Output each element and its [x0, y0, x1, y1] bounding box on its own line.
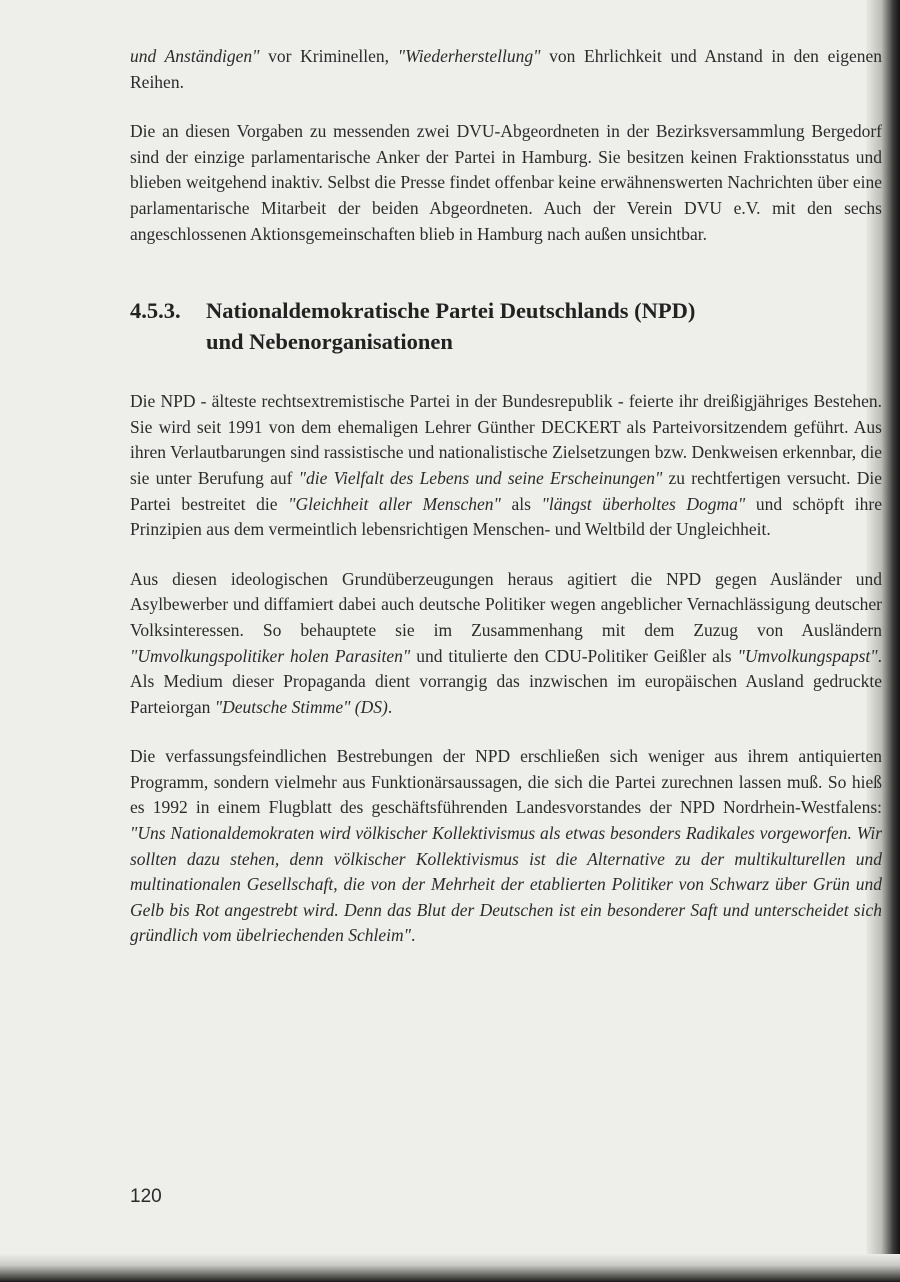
paragraph-text: Die verfassungsfeindlichen Bestrebungen der NPD erschließen sich weniger aus ihrem antiquierten Programm, sondern vielmehr aus Funktionärsaussagen, die sich die Partei zurechnen lassen muß. So hieß es 1992 in einem Flugblatt des geschäftsführenden Landesvorstandes der NPD Nordrhein-Westfalens:	[130, 746, 882, 818]
section-title-line-1: Nationaldemokratische Partei Deutschlands (NPD)	[206, 298, 696, 324]
quote-italic: "Deutsche Stimme" (DS)	[214, 696, 388, 717]
paragraph-npd-flyer	[130, 744, 882, 949]
paragraph-dvu-bergedorf: Die an diesen Vorgaben zu messenden zwei DVU-Abgeordneten in der Bezirksversammlung Bergedorf sind der einzige parlamentarische Anker der Partei in Hamburg. Sie besitzen keinen Fraktionsstatus und blieben weitgehend inaktiv. Selbst die Presse findet offenbar keine erwähnenswerten Nachrichten über eine parlamentarische Mitarbeit der beiden Abgeordneten. Auch der Verein DVU e.V. mit den sechs angeschlossenen Aktionsgemeinschaften blieb in Hamburg nach außen unsichtbar.	[130, 121, 882, 244]
page-number: 120	[130, 1186, 162, 1207]
section-title	[206, 295, 882, 357]
section-title-line-2: und Nebenorganisationen	[206, 329, 453, 355]
paragraph-text: . Als Medium dieser Propaganda dient vorrangig das inzwischen im europäischen Ausland gedruckte Parteiorgan	[130, 645, 882, 717]
paragraph-text: Aus diesen ideologischen Grundüberzeugungen heraus agitiert die NPD gegen Ausländer und Asylbewerber und diffamiert dabei auch deutsche Politiker wegen angeblicher Vernachlässigung deutscher Volksinteressen. So behauptete sie im Zusammenhang mit dem Zuzug von Ausländern	[130, 568, 882, 640]
quote-italic: "Gleichheit aller Menschen"	[288, 493, 501, 514]
section-heading	[130, 295, 882, 357]
quote-italic: "Wiederherstellung"	[397, 46, 541, 66]
paragraph-text: .	[410, 925, 416, 946]
paragraph-text: Die NPD - älteste rechtsextremistische Partei in der Bundesrepublik - feierte ihr dreißigjähriges Bestehen. Sie wird seit 1991 von dem ehemaligen Lehrer Günther DECKERT als Parteivorsitzendem geführt. Aus ihren Verlautbarungen sind rassistische und nationalistische Zielsetzungen bzw. Denkweisen erkennbar, die sie unter Berufung auf	[130, 391, 882, 488]
paragraph-npd-agitation	[130, 567, 882, 721]
section-number: 4.5.3.	[130, 298, 181, 324]
paragraph-continuation	[130, 44, 882, 95]
paragraph-text: von Ehrlichkeit und Anstand in den eigenen Reihen.	[130, 46, 883, 92]
quote-italic: "längst überholtes Dogma"	[541, 493, 746, 514]
quote-italic: "die Vielfalt des Lebens und seine Erscheinungen"	[298, 467, 663, 488]
scan-edge-shadow-bottom	[0, 1254, 900, 1282]
paragraph-text: und titulierte den CDU-Politiker Geißler als	[410, 645, 738, 666]
quote-italic: "Umvolkungspolitiker holen Parasiten"	[130, 645, 411, 666]
paragraph-text: als	[500, 493, 542, 514]
paragraph-text: .	[387, 696, 393, 717]
quote-italic: und Anständigen"	[130, 46, 260, 66]
quote-italic: "Umvolkungspapst"	[737, 645, 878, 666]
paragraph-text: zu rechtfertigen versucht. Die Partei bestreitet die	[130, 467, 882, 514]
page-content	[130, 44, 882, 973]
paragraph-text: vor Kriminellen,	[259, 46, 398, 66]
quote-italic: "Uns Nationaldemokraten wird völkischer Kollektivismus als etwas besonders Radikales vorgeworfen. Wir sollten dazu stehen, denn völkischer Kollektivismus ist die Alternative zu der multikulturellen und multinationalen Gesellschaft, die von der Mehrheit der etablierten Politiker von Schwarz über Grün und Gelb bis Rot angestrebt wird. Denn das Blut der Deutschen ist ein besonderer Saft und unterscheidet sich gründlich vom übelriechenden Schleim"	[130, 823, 882, 946]
paragraph-text: und schöpft ihre Prinzipien aus dem vermeintlich lebensrichtigen Menschen- und Weltbild der Ungleichheit.	[130, 493, 882, 540]
paragraph-npd-intro	[130, 389, 882, 543]
